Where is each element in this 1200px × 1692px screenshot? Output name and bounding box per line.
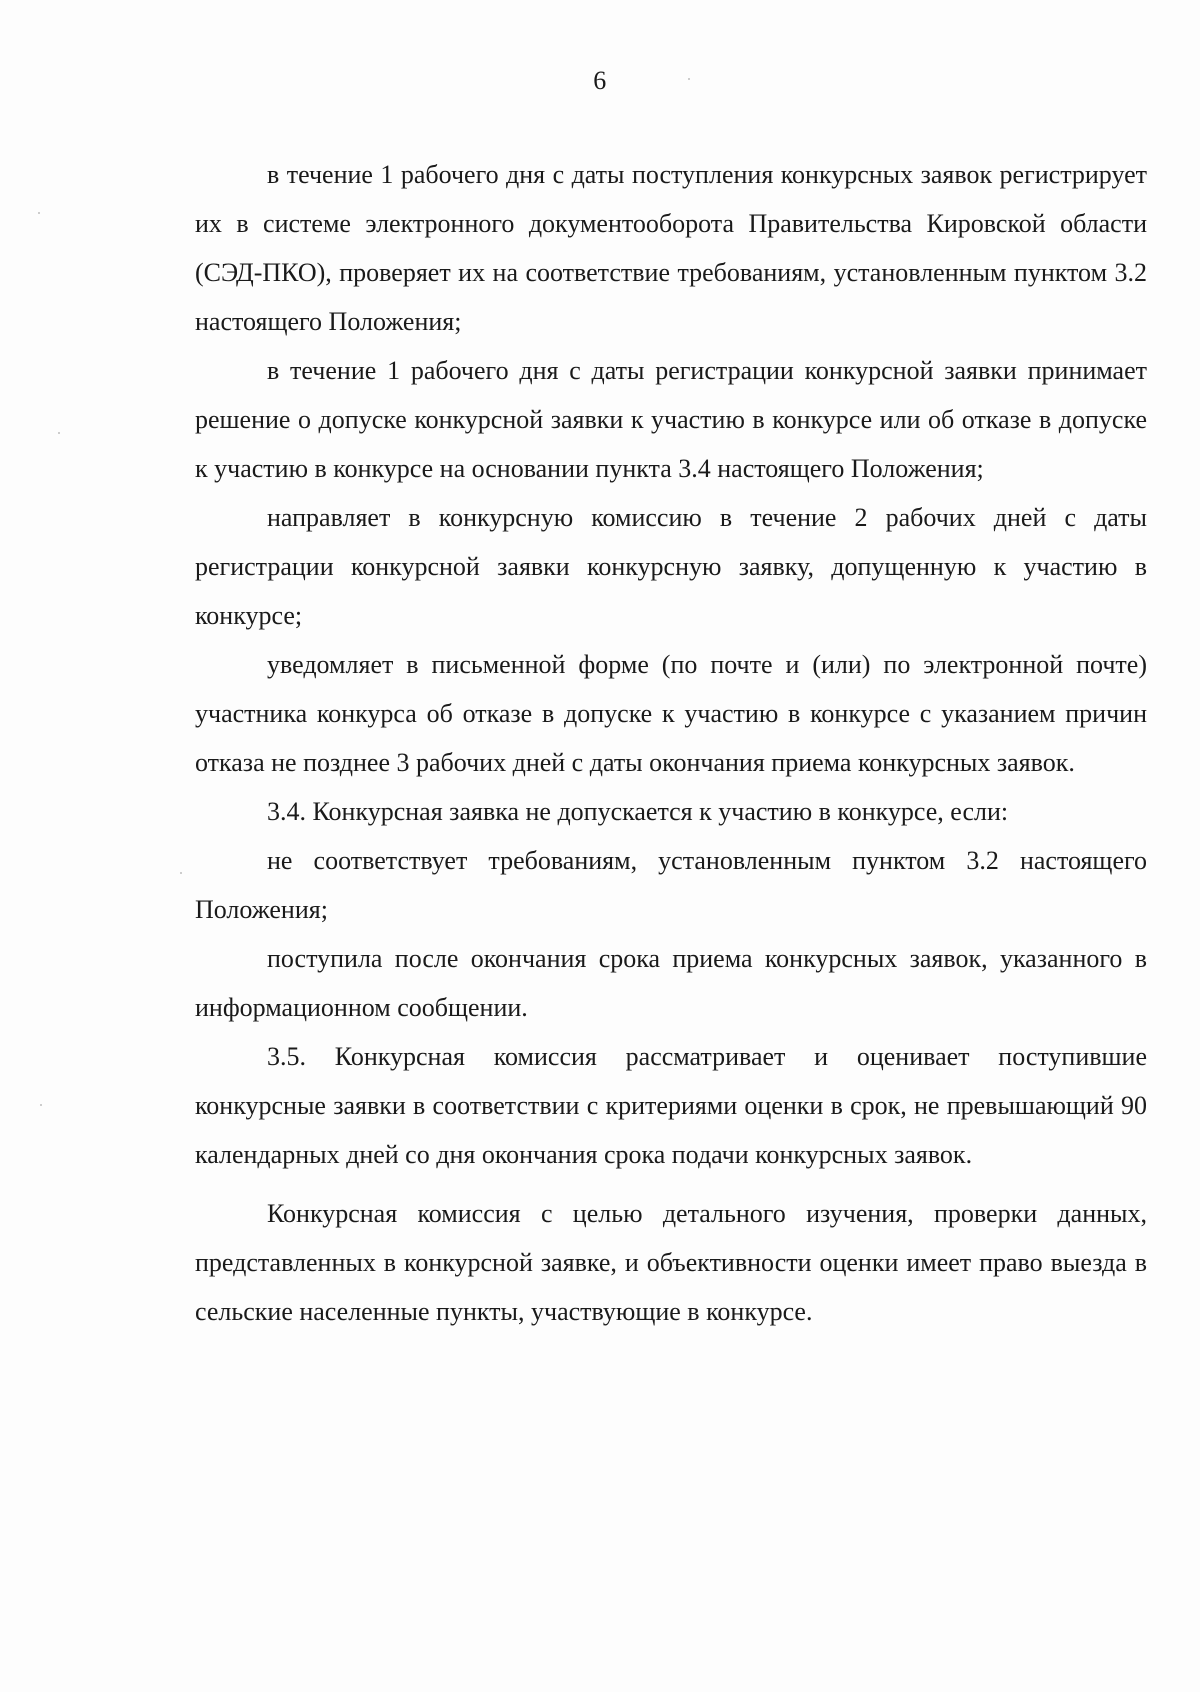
paragraph-registration: в течение 1 рабочего дня с даты поступления конкурсных заявок регистрирует их в системе электронного документооборота Правительства Кировской области (СЭД-ПКО), проверяет их на соответствие требованиям, установленным пунктом 3.2 настоящего Положения; [195,160,1147,336]
paragraph-3-5: 3.5. Конкурсная комиссия рассматривает и оценивает поступившие конкурсные заявки в соответствии с критериями оценки в срок, не превышающий 90 календарных дней со дня окончания срока подачи конкурсных заявок. [195,1042,1147,1169]
paragraph-forwarding: направляет в конкурсную комиссию в течение 2 рабочих дней с даты регистрации конкурсной заявки конкурсную заявку, допущенную к участию в конкурсе; [195,503,1147,630]
page-number: 6 [593,66,607,95]
paragraph-notification: уведомляет в письменной форме (по почте и (или) по электронной почте) участника конкурса об отказе в допуске к участию в конкурсе с указанием причин отказа не позднее 3 рабочих дней с даты окончания приема конкурсных заявок. [195,650,1147,777]
scan-speck [38,212,40,214]
paragraph-3-4-condition-2: поступила после окончания срока приема конкурсных заявок, указанного в информационном сообщении. [195,944,1147,1022]
scan-speck [40,1104,42,1106]
scan-speck [58,432,60,434]
scan-speck [688,78,690,80]
paragraph-3-4-condition-1: не соответствует требованиям, установленным пунктом 3.2 настоящего Положения; [195,846,1147,924]
paragraph-commission-visit: Конкурсная комиссия с целью детального изучения, проверки данных, представленных в конкурсной заявке, и объективности оценки имеет право выезда в сельские населенные пункты, участвующие в конкурсе. [195,1199,1147,1326]
paragraph-admission-decision: в течение 1 рабочего дня с даты регистрации конкурсной заявки принимает решение о допуске конкурсной заявки к участию в конкурсе или об отказе в допуске к участию в конкурсе на основании пункта 3.4 настоящего Положения; [195,356,1147,483]
scan-speck [180,872,182,874]
paragraph-3-4-heading: 3.4. Конкурсная заявка не допускается к участию в конкурсе, если: [267,797,1009,826]
document-body [195,150,1147,1336]
